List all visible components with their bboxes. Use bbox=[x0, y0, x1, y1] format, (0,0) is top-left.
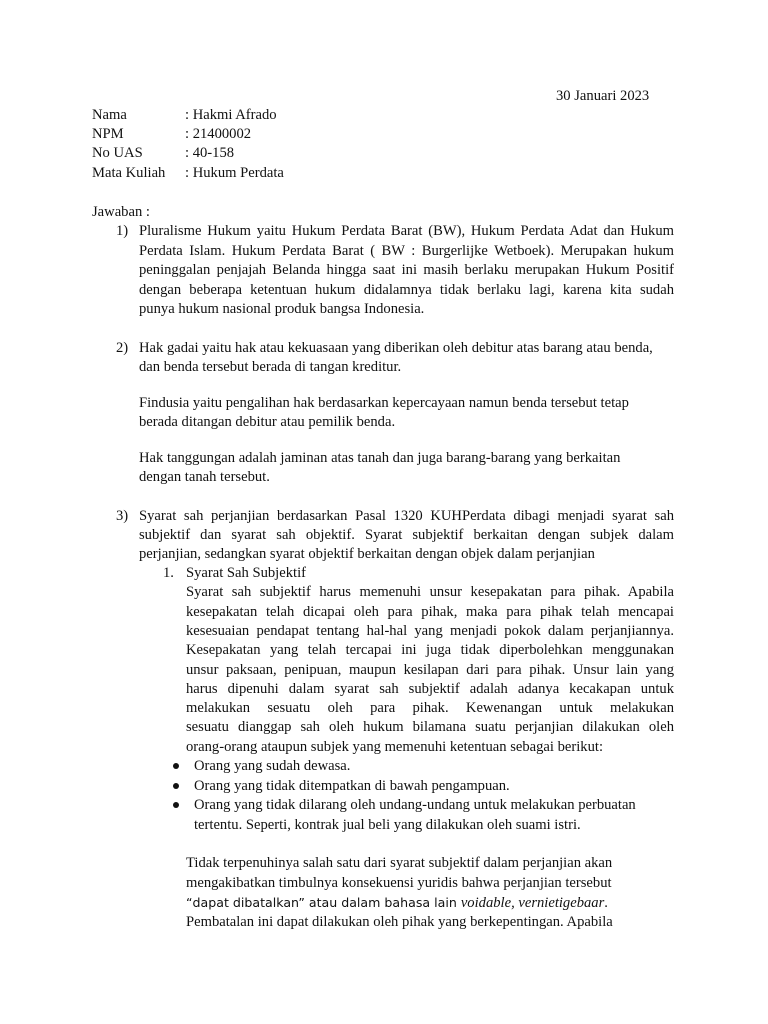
closing-line-mixed bbox=[186, 893, 608, 913]
bullet-icon bbox=[173, 763, 179, 769]
q2-tanggungan-line: Hak tanggungan adalah jaminan atas tanah dan juga barang-barang yang berkaitan bbox=[139, 450, 621, 466]
closing-line: mengakibatkan timbulnya konsekuensi yuridis bahwa perjanjian tersebut bbox=[186, 875, 612, 891]
q3-sub1-line: kesesuaian pendapat tentang hal-hal yang menjadi pokok dalam perjanjiannya. bbox=[186, 623, 674, 639]
document-date: 30 Januari 2023 bbox=[556, 88, 650, 104]
q3-sub1-line: sesuatu dianggap sah oleh hukum bilamana suatu perjanjian dilakukan oleh bbox=[186, 719, 674, 735]
q3-line: Syarat sah perjanjian berdasarkan Pasal 1320 KUHPerdata dibagi menjadi syarat sah bbox=[139, 508, 674, 524]
identity-label-mata-kuliah: Mata Kuliah bbox=[92, 165, 166, 181]
bullet-icon bbox=[173, 802, 179, 808]
closing-line-end: . bbox=[604, 895, 608, 911]
q1-number: 1) bbox=[116, 223, 129, 239]
identity-value-npm: : 21400002 bbox=[185, 126, 252, 142]
q2-number: 2) bbox=[116, 340, 129, 356]
q1-line: peninggalan penjajah Belanda hingga saat ini masih berlaku merupakan Hukum Positif bbox=[139, 262, 674, 278]
bullet-item-continuation: tertentu. Seperti, kontrak jual beli yang dilakukan oleh suami istri. bbox=[194, 817, 581, 833]
q3-sub1-line: orang-orang ataupun subjek yang memenuhi ketentuan sebagai berikut: bbox=[186, 739, 604, 755]
bullet-icon bbox=[173, 783, 179, 789]
q3-line: perjanjian, sedangkan syarat objektif berkaitan dengan objek dalam perjanjian bbox=[139, 546, 595, 562]
closing-line-italic-part: voidable, vernietigebaar bbox=[460, 895, 605, 911]
bullet-item: Orang yang sudah dewasa. bbox=[194, 758, 351, 774]
identity-label-name: Nama bbox=[92, 107, 127, 123]
q2-gadai-line: Hak gadai yaitu hak atau kekuasaan yang diberikan oleh debitur atas barang atau benda, bbox=[139, 340, 653, 356]
q3-sub1-line: Kesepakatan yang telah tercapai ini juga tidak diperbolehkan menggunakan bbox=[186, 642, 674, 658]
q3-sub1-title: Syarat Sah Subjektif bbox=[186, 565, 306, 581]
q3-sub1-line: harus dipenuhi dalam syarat sah subjektif adalah adanya kecakapan untuk bbox=[186, 681, 674, 697]
identity-value-name: : Hakmi Afrado bbox=[185, 107, 277, 123]
q2-fidusia-line: berada ditangan debitur atau pemilik benda. bbox=[139, 414, 396, 430]
identity-label-no-uas: No UAS bbox=[92, 145, 143, 161]
closing-line: Pembatalan ini dapat dilakukan oleh pihak yang berkepentingan. Apabila bbox=[186, 914, 613, 930]
identity-value-no-uas: : 40-158 bbox=[185, 145, 235, 161]
q3-sub1-number: 1. bbox=[163, 565, 174, 581]
identity-label-npm: NPM bbox=[92, 126, 124, 142]
bullet-item: Orang yang tidak ditempatkan di bawah pengampuan. bbox=[194, 778, 510, 794]
q1-line: Perdata Islam. Hukum Perdata Barat ( BW : Burgerlijke Wetboek). Merupakan hukum bbox=[139, 243, 674, 259]
q3-line: subjektif dan syarat sah objektif. Syarat subjektif berkaitan dengan subjek dalam bbox=[139, 527, 674, 543]
closing-line-sans-part: “dapat dibatalkan” atau dalam bahasa lain bbox=[186, 895, 461, 910]
q1-line: Pluralisme Hukum yaitu Hukum Perdata Barat (BW), Hukum Perdata Adat dan Hukum bbox=[139, 223, 674, 239]
q3-sub1-line: Syarat sah subjektif harus memenuhi unsur kesepakatan para pihak. Apabila bbox=[186, 584, 674, 600]
q3-sub1-line: kesepakatan telah dicapai oleh para pihak, maka para pihak telah mencapai bbox=[186, 604, 674, 620]
q1-line: dengan beberapa ketentuan hukum didalamnya tidak berlaku lagi, karena kita sudah bbox=[139, 282, 674, 298]
answer-heading: Jawaban : bbox=[92, 204, 150, 220]
q2-gadai-line: dan benda tersebut berada di tangan kreditur. bbox=[139, 359, 402, 375]
closing-line: Tidak terpenuhinya salah satu dari syarat subjektif dalam perjanjian akan bbox=[186, 855, 613, 871]
q3-number: 3) bbox=[116, 508, 129, 524]
identity-value-mata-kuliah: : Hukum Perdata bbox=[185, 165, 284, 181]
q2-fidusia-line: Findusia yaitu pengalihan hak berdasarkan kepercayaan namun benda tersebut tetap bbox=[139, 395, 629, 411]
q3-sub1-line: unsur paksaan, penipuan, maupun kesilapan dari para pihak. Unsur lain yang bbox=[186, 662, 674, 678]
q1-line: punya hukum nasional produk bangsa Indonesia. bbox=[139, 301, 425, 317]
bullet-item: Orang yang tidak dilarang oleh undang-undang untuk melakukan perbuatan bbox=[194, 797, 636, 813]
q3-sub1-line: melakukan sesuatu oleh para pihak. Kewenangan untuk melakukan bbox=[186, 700, 674, 716]
q2-tanggungan-line: dengan tanah tersebut. bbox=[139, 469, 270, 485]
